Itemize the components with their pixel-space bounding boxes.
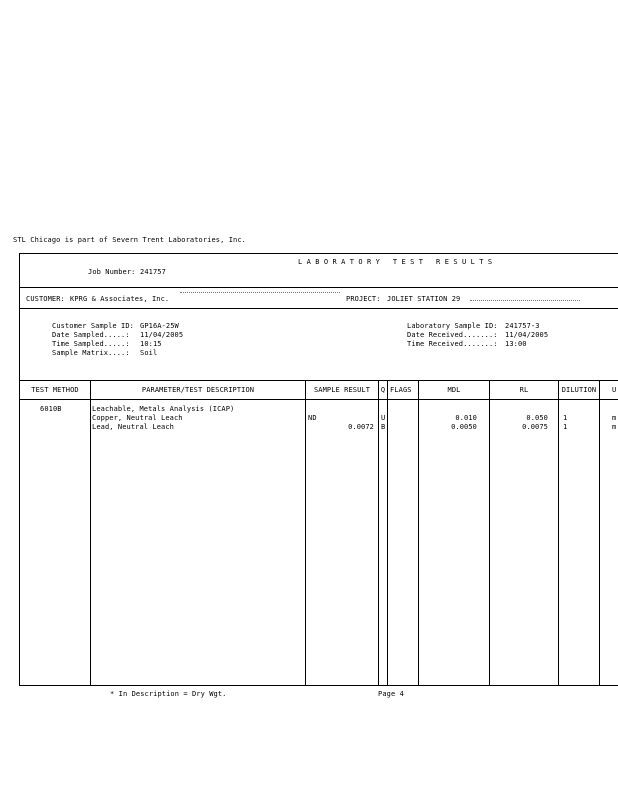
col-header-q: Q (380, 386, 386, 394)
col-divider (599, 380, 600, 685)
col-header-test-method: TEST METHOD (31, 386, 79, 394)
report-title: L A B O R A T O R Y T E S T R E S U L T S (298, 258, 493, 266)
customer-sample-id: GP16A-25W (140, 322, 179, 330)
frame-left-rule (19, 253, 20, 686)
table-row-sample-result: 0.0072 (348, 423, 374, 431)
table-row-rl: 0.0075 (522, 423, 548, 431)
table-row-dilution: 1 (563, 423, 568, 431)
col-divider (378, 380, 379, 685)
footer-note: * In Description = Dry Wgt. (110, 690, 227, 698)
company-line: STL Chicago is part of Severn Trent Laboratories, Inc. (13, 236, 246, 244)
customer-bar-top-rule (19, 287, 618, 288)
date-received: 11/04/2005 (505, 331, 549, 339)
customer-sample-id-label: Customer Sample ID: (52, 322, 134, 330)
col-divider (90, 380, 91, 685)
table-row-units: m (612, 414, 617, 422)
table-row-test-method: 6010B (40, 405, 62, 413)
table-row-mdl: 0.0050 (451, 423, 477, 431)
time-sampled-label: Time Sampled.....: (52, 340, 130, 348)
table-row-parameter: Leachable, Metals Analysis (ICAP) (92, 405, 235, 413)
table-bottom-rule (19, 685, 618, 686)
col-header-dilution: DILUTION (561, 386, 597, 394)
col-divider (558, 380, 559, 685)
col-header-mdl: MDL (447, 386, 461, 394)
date-sampled: 11/04/2005 (140, 331, 184, 339)
customer-label: CUSTOMER: (26, 295, 65, 303)
col-header-units: U (612, 386, 617, 394)
table-top-rule (19, 380, 618, 381)
scan-noise (470, 300, 580, 302)
col-header-sample-result: SAMPLE RESULT (313, 386, 371, 394)
table-row-dilution: 1 (563, 414, 568, 422)
project-name: JOLIET STATION 29 (387, 295, 461, 303)
page-number: Page 4 (378, 690, 404, 698)
col-divider (387, 380, 388, 685)
time-received-label: Time Received.......: (407, 340, 498, 348)
table-header-rule (19, 399, 618, 400)
table-row-parameter: Copper, Neutral Leach (92, 414, 183, 422)
customer-bar-bottom-rule (19, 308, 618, 309)
lab-sample-id-label: Laboratory Sample ID: (407, 322, 498, 330)
job-number: 241757 (140, 268, 166, 276)
project-label: PROJECT: (346, 295, 381, 303)
table-row-mdl: 0.010 (455, 414, 477, 422)
customer-name: KPRG & Associates, Inc. (70, 295, 170, 303)
date-sampled-label: Date Sampled.....: (52, 331, 130, 339)
table-row-parameter: Lead, Neutral Leach (92, 423, 174, 431)
scan-noise (180, 292, 340, 294)
col-header-rl: RL (519, 386, 529, 394)
time-sampled: 10:15 (140, 340, 162, 348)
sample-matrix: Soil (140, 349, 158, 357)
col-header-flags: FLAGS (390, 386, 412, 394)
date-received-label: Date Received.......: (407, 331, 498, 339)
lab-sample-id: 241757-3 (505, 322, 540, 330)
table-row-sample-result: ND (308, 414, 317, 422)
table-row-q: B (381, 423, 386, 431)
col-header-parameter: PARAMETER/TEST DESCRIPTION (141, 386, 255, 394)
time-received: 13:00 (505, 340, 527, 348)
table-row-units: m (612, 423, 617, 431)
table-row-q: U (381, 414, 386, 422)
sample-matrix-label: Sample Matrix....: (52, 349, 130, 357)
table-row-rl: 0.050 (526, 414, 548, 422)
job-number-label: Job Number: (88, 268, 136, 276)
frame-top-rule (19, 253, 618, 254)
